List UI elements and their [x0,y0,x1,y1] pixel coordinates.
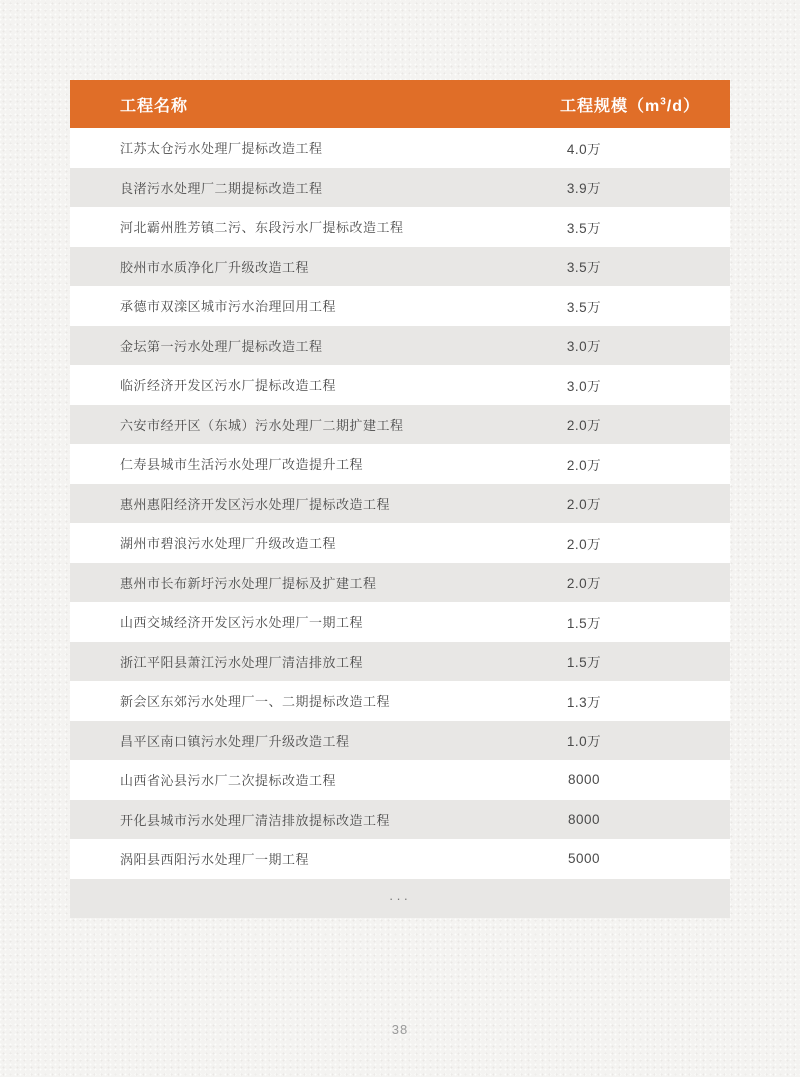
project-scale-cell: 3.0万 [566,378,602,394]
project-scale-cell: 3.5万 [566,220,602,236]
ellipsis-text: ··· [389,890,411,906]
project-name-cell: 仁寿县城市生活污水处理厂改造提升工程 [120,457,364,473]
project-scale-cell: 3.5万 [566,260,602,276]
project-name-cell: 涡阳县西阳污水处理厂一期工程 [120,852,310,868]
project-name-cell: 开化县城市污水处理厂清洁排放提标改造工程 [120,812,391,828]
table-row [70,444,730,484]
project-name-cell: 昌平区南口镇污水处理厂升级改造工程 [120,733,350,749]
project-name-cell: 良渚污水处理厂二期提标改造工程 [120,180,323,196]
page-number: 38 [391,1022,409,1037]
project-scale-cell: 3.0万 [566,339,602,355]
project-name-cell: 湖州市碧浪污水处理厂升级改造工程 [120,536,337,552]
project-name-cell: 临沂经济开发区污水厂提标改造工程 [120,378,337,394]
project-name-cell: 河北霸州胜芳镇二污、东段污水厂提标改造工程 [120,220,404,236]
table-row [70,168,730,208]
table-row [70,721,730,761]
table-row [70,247,730,287]
table-row [70,800,730,840]
project-name-cell: 山西省沁县污水厂二次提标改造工程 [120,773,337,789]
projects-table [70,80,730,918]
project-scale-cell: 2.0万 [566,576,602,592]
project-scale-cell: 4.0万 [566,141,602,157]
project-name-cell: 承德市双滦区城市污水治理回用工程 [120,299,337,315]
scale-header-suffix: /d） [666,97,700,115]
project-scale-cell: 2.0万 [566,418,602,434]
project-scale-cell: 1.5万 [566,615,602,631]
table-row [70,207,730,247]
project-scale-cell: 1.5万 [566,655,602,671]
table-row [70,286,730,326]
column-header-project-scale [438,93,730,116]
scale-header-prefix: 工程规模（m [559,97,661,115]
project-scale-cell: 1.0万 [566,734,602,750]
project-name-cell: 惠州市长布新圩污水处理厂提标及扩建工程 [120,575,377,591]
project-scale-cell: 2.0万 [566,457,602,473]
table-row [70,563,730,603]
project-name-cell: 山西交城经济开发区污水处理厂一期工程 [120,615,364,631]
table-row [70,523,730,563]
project-name-cell: 六安市经开区（东城）污水处理厂二期扩建工程 [120,417,404,433]
scale-header-superscript: 3 [660,96,667,108]
project-scale-cell: 1.3万 [566,694,602,710]
table-row [70,484,730,524]
table-row-ellipsis [70,879,730,919]
project-name-cell: 新会区东郊污水处理厂一、二期提标改造工程 [120,694,391,710]
project-scale-cell: 8000 [567,772,601,788]
project-name-cell: 胶州市水质净化厂升级改造工程 [120,259,310,275]
table-row [70,602,730,642]
project-scale-cell: 2.0万 [566,536,602,552]
table-row [70,365,730,405]
project-scale-cell: 3.9万 [566,181,602,197]
project-scale-cell: 3.5万 [566,299,602,315]
table-row [70,128,730,168]
table-row [70,326,730,366]
project-scale-cell: 2.0万 [566,497,602,513]
table-row [70,681,730,721]
table-body [70,128,730,879]
project-scale-cell: 8000 [567,811,601,827]
column-header-project-name: 工程名称 [120,97,189,115]
project-name-cell: 浙江平阳县萧江污水处理厂清洁排放工程 [120,654,364,670]
project-name-cell: 金坛第一污水处理厂提标改造工程 [120,338,323,354]
table-row [70,760,730,800]
table-row [70,405,730,445]
project-name-cell: 江苏太仓污水处理厂提标改造工程 [120,141,323,157]
project-scale-cell: 5000 [567,851,601,867]
table-row [70,642,730,682]
table-header-row [70,80,730,128]
project-name-cell: 惠州惠阳经济开发区污水处理厂提标改造工程 [120,496,391,512]
table-row [70,839,730,879]
